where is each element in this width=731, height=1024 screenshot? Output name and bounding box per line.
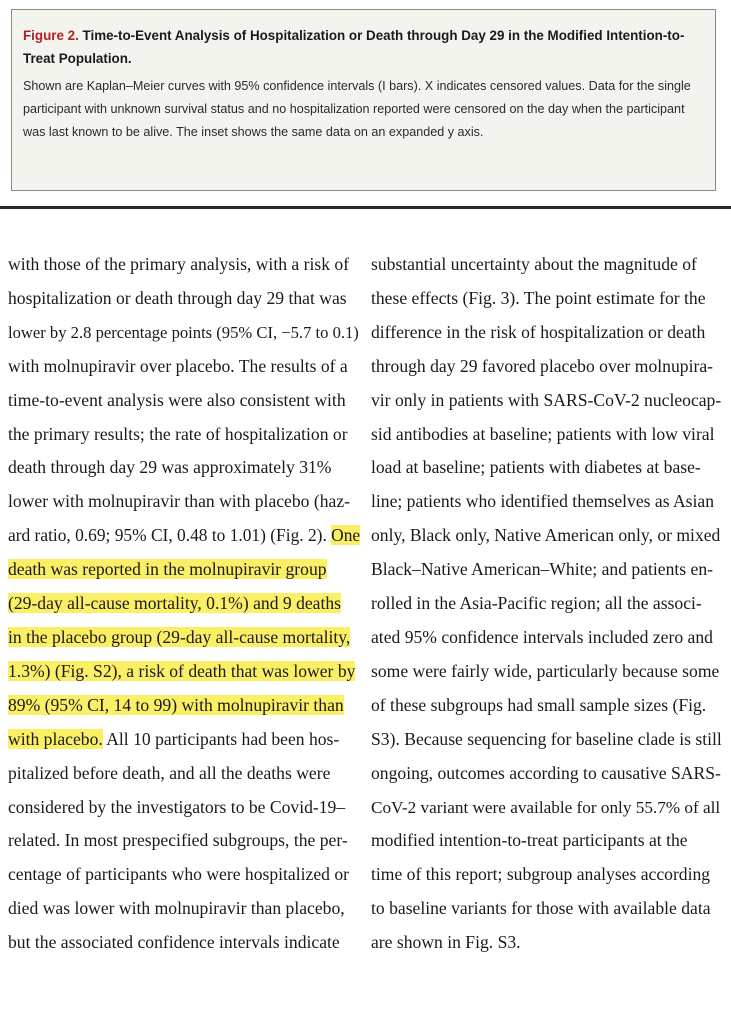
body-text: these effects (Fig. 3). The point estimate for the [371, 287, 706, 308]
left-column-line [8, 418, 360, 452]
highlighted-text: (29-day all-cause mortality, 0.1%) and 9 deaths [8, 593, 342, 614]
body-text: ated 95% confidence intervals included zero and [371, 626, 713, 647]
highlighted-text: in the placebo group (29-day all-cause mortality, [8, 626, 351, 647]
left-column-line [8, 791, 360, 825]
left-column-line [8, 248, 360, 282]
body-text: ard ratio, 0.69; 95% CI, 0.48 to 1.01) (Fig. 2). [8, 525, 332, 546]
right-column-line [371, 350, 723, 384]
body-text: Black–Native American–White; and patients en- [371, 559, 713, 580]
right-column-line [371, 824, 723, 858]
left-column-line [8, 519, 360, 553]
left-column-line [8, 350, 360, 384]
body-text: time-to-event analysis were also consistent with [8, 389, 346, 410]
right-column-line [371, 723, 723, 757]
highlighted-text: death was reported in the molnupiravir group [8, 559, 327, 580]
body-text: to baseline variants for those with available data [371, 898, 711, 919]
figure-caption-box [11, 9, 716, 191]
right-column-line [371, 451, 723, 485]
left-column-line [8, 553, 360, 587]
body-text: lower by 2.8 percentage points (95% CI, −5.7 to 0.1) [8, 322, 359, 342]
body-text: rolled in the Asia-Pacific region; all the associ- [371, 593, 702, 614]
left-column-line [8, 757, 360, 791]
right-column-line [371, 689, 723, 723]
body-text: death through day 29 was approximately 31% [8, 457, 332, 478]
right-column-line [371, 384, 723, 418]
right-column-line [371, 892, 723, 926]
right-column-line [371, 791, 723, 825]
left-column-line [8, 655, 360, 689]
body-text: S3). Because sequencing for baseline clade is still [371, 728, 722, 749]
left-column-line [8, 316, 360, 350]
right-column-line [371, 655, 723, 689]
body-text: but the associated confidence intervals indicate [8, 932, 340, 953]
left-column-line [8, 587, 360, 621]
body-text: vir only in patients with SARS-CoV-2 nucleocap- [371, 389, 722, 410]
right-column-line [371, 248, 723, 282]
right-column-line [371, 519, 723, 553]
caption-body: Shown are Kaplan–Meier curves with 95% confidence intervals (I bars). X indicates censored values. Data for the single participant with unknown survival status and no hospitalization reported were censored on the day when the participant was last known to be alive. The inset shows the same data on an expanded y axis. [23, 79, 691, 139]
body-text: line; patients who identified themselves as Asian [371, 491, 715, 512]
body-text: related. In most prespecified subgroups, the per- [8, 830, 348, 851]
left-column-line [8, 723, 360, 757]
left-column-line [8, 282, 360, 316]
body-text: lower with molnupiravir than with placebo (haz- [8, 491, 350, 512]
right-column-line [371, 282, 723, 316]
highlighted-text: 1.3%) (Fig. S2), a risk of death that was lower by [8, 660, 356, 681]
left-column-line [8, 824, 360, 858]
left-column-line [8, 485, 360, 519]
right-column-line [371, 485, 723, 519]
caption-title-line [23, 24, 703, 70]
highlighted-text: One [331, 525, 361, 546]
figure-title: Time-to-Event Analysis of Hospitalization or Death through Day 29 in the Modified Intention-to-Treat Population. [23, 28, 685, 66]
section-divider [0, 206, 731, 209]
body-text: only, Black only, Native American only, or mixed [371, 525, 721, 546]
left-column-line [8, 926, 360, 960]
body-column-right [371, 248, 723, 960]
figure-label: Figure 2. [23, 28, 79, 43]
body-text: hospitalization or death through day 29 that was [8, 287, 347, 308]
right-column-line [371, 587, 723, 621]
body-text: are shown in Fig. S3. [371, 932, 521, 953]
left-column-line [8, 892, 360, 926]
right-column-line [371, 418, 723, 452]
left-column-line [8, 858, 360, 892]
body-text: load at baseline; patients with diabetes at base- [371, 457, 701, 478]
right-column-line [371, 926, 723, 960]
body-text: with those of the primary analysis, with a risk of [8, 254, 350, 274]
right-column-line [371, 316, 723, 350]
highlighted-text: with placebo. [8, 728, 103, 749]
body-text: some were fairly wide, particularly because some [371, 660, 720, 681]
body-text: difference in the risk of hospitalization or death [371, 321, 706, 342]
body-text: time of this report; subgroup analyses according [371, 864, 711, 885]
right-column-line [371, 621, 723, 655]
body-text: of these subgroups had small sample sizes (Fig. [371, 694, 707, 715]
left-column-line [8, 451, 360, 485]
body-text: died was lower with molnupiravir than placebo, [8, 898, 345, 919]
body-text: through day 29 favored placebo over molnupira- [371, 355, 713, 376]
body-text: CoV-2 variant were available for only 55.7% of all [371, 797, 721, 817]
right-column-line [371, 858, 723, 892]
body-text: ongoing, outcomes according to causative SARS- [371, 762, 721, 783]
left-column-line [8, 689, 360, 723]
body-text: the primary results; the rate of hospitalization or [8, 423, 348, 444]
left-column-line [8, 621, 360, 655]
body-text: sid antibodies at baseline; patients with low viral [371, 423, 715, 444]
right-column-line [371, 553, 723, 587]
body-text: pitalized before death, and all the deaths were [8, 762, 331, 783]
body-text: All 10 participants had been hos- [102, 728, 340, 749]
body-text: substantial uncertainty about the magnitude of [371, 254, 697, 274]
body-text: with molnupiravir over placebo. The results of a [8, 355, 348, 376]
body-text: modified intention-to-treat participants at the [371, 830, 688, 851]
body-text: considered by the investigators to be Covid-19– [8, 796, 346, 817]
body-column-left [8, 248, 360, 960]
left-column-line [8, 384, 360, 418]
body-text: centage of participants who were hospitalized or [8, 864, 349, 885]
right-column-line [371, 757, 723, 791]
highlighted-text: 89% (95% CI, 14 to 99) with molnupiravir than [8, 694, 344, 715]
